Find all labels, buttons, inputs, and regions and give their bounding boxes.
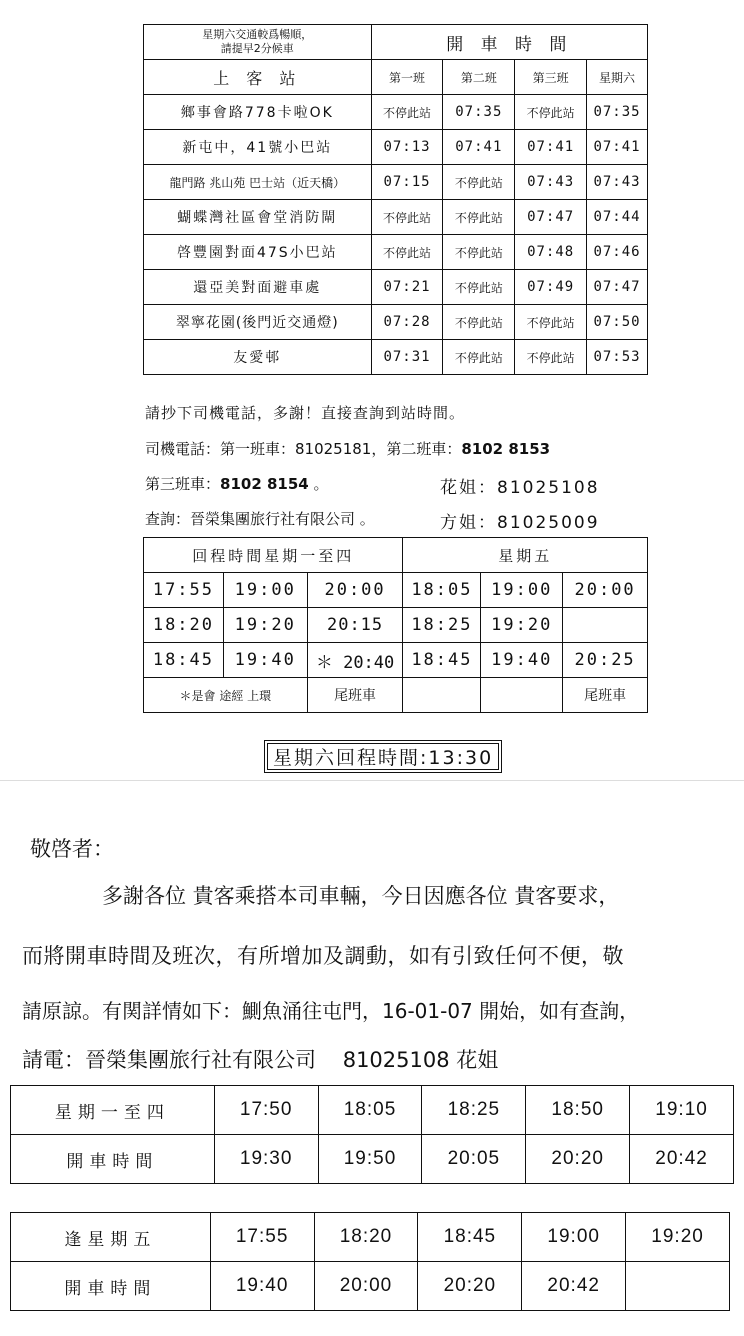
station-name: 翠寧花園(後門近交通燈) bbox=[144, 305, 372, 340]
driver-phones bbox=[145, 438, 550, 459]
col-bus-1: 第一班 bbox=[371, 60, 443, 95]
time-cell: 07:49 bbox=[515, 270, 587, 305]
table-row bbox=[144, 340, 648, 375]
col-bus-3: 第三班 bbox=[515, 60, 587, 95]
time-cell: 17:55 bbox=[210, 1213, 314, 1262]
bus3-label: 第三班車： bbox=[145, 475, 221, 493]
bus2-phone: 8102 8153 bbox=[461, 440, 551, 458]
time-cell: 18:45 bbox=[144, 643, 224, 678]
table-row bbox=[144, 643, 648, 678]
bus3-phone: 8102 8154 bbox=[220, 475, 309, 493]
driver-phones-label: 司機電話：第一班車：81025181，第二班車： bbox=[145, 440, 462, 458]
time-cell: 19:10 bbox=[630, 1086, 734, 1135]
last-bus-fri-label: 尾班車 bbox=[563, 678, 648, 713]
mon-thu-label: 星期一至四 bbox=[11, 1086, 215, 1135]
empty-cell bbox=[481, 678, 563, 713]
flower-contact bbox=[440, 473, 600, 498]
time-cell: 20:25 bbox=[563, 643, 648, 678]
time-cell: 19:50 bbox=[318, 1135, 422, 1184]
fong-phone: 81025009 bbox=[497, 513, 600, 533]
table-row bbox=[144, 678, 648, 713]
time-cell: ＊ 20:40 bbox=[307, 643, 403, 678]
morning-timetable bbox=[143, 24, 648, 375]
table-row bbox=[144, 235, 648, 270]
note-line-2: 請提早2分候車 bbox=[220, 42, 294, 55]
time-cell: 07:21 bbox=[371, 270, 443, 305]
table-row bbox=[144, 95, 648, 130]
salutation: 敬啓者： bbox=[30, 837, 114, 861]
time-cell: 07:43 bbox=[587, 165, 648, 200]
time-cell: 不停此站 bbox=[443, 200, 515, 235]
table-row bbox=[11, 1213, 730, 1262]
time-cell: 07:46 bbox=[587, 235, 648, 270]
time-cell: 19:00 bbox=[522, 1213, 626, 1262]
table-row bbox=[11, 1086, 734, 1135]
time-cell: 18:45 bbox=[418, 1213, 522, 1262]
friday-label: 逢星期五 bbox=[11, 1213, 211, 1262]
fong-contact bbox=[440, 508, 600, 533]
time-cell: 07:41 bbox=[587, 130, 648, 165]
time-cell: 07:41 bbox=[515, 130, 587, 165]
time-cell: 不停此站 bbox=[515, 95, 587, 130]
time-cell: 07:15 bbox=[371, 165, 443, 200]
time-cell: 07:53 bbox=[587, 340, 648, 375]
time-cell: 18:25 bbox=[403, 608, 481, 643]
bus3-tail: 。 bbox=[313, 475, 329, 493]
time-cell: 19:20 bbox=[626, 1213, 730, 1262]
station-name: 新屯中，41號小巴站 bbox=[144, 130, 372, 165]
table-row bbox=[144, 130, 648, 165]
time-cell: 19:40 bbox=[481, 643, 563, 678]
station-name: 蝴蝶灣社區會堂消防閘 bbox=[144, 200, 372, 235]
col-bus-2: 第二班 bbox=[443, 60, 515, 95]
time-cell: 18:05 bbox=[318, 1086, 422, 1135]
time-cell: 不停此站 bbox=[443, 340, 515, 375]
time-cell: 18:05 bbox=[403, 573, 481, 608]
table-row bbox=[144, 608, 648, 643]
time-cell: 18:45 bbox=[403, 643, 481, 678]
time-cell: 18:20 bbox=[314, 1213, 418, 1262]
time-cell: 07:50 bbox=[587, 305, 648, 340]
time-cell: 20:42 bbox=[522, 1262, 626, 1311]
time-cell: 18:50 bbox=[526, 1086, 630, 1135]
time-cell: 19:20 bbox=[223, 608, 307, 643]
departure-time-label: 開車時間 bbox=[11, 1262, 211, 1311]
time-cell: 20:15 bbox=[307, 608, 403, 643]
time-cell: 17:55 bbox=[144, 573, 224, 608]
col-saturday: 星期六 bbox=[587, 60, 648, 95]
flower-label: 花姐： bbox=[440, 478, 497, 498]
time-cell: 07:35 bbox=[443, 95, 515, 130]
return-timetable bbox=[143, 537, 648, 713]
page-divider bbox=[0, 780, 744, 781]
station-name: 友愛邨 bbox=[144, 340, 372, 375]
letter-line-2: 而將開車時間及班次，有所增加及調動，如有引致任何不便，敬 bbox=[22, 944, 624, 968]
return-fri-header: 星期五 bbox=[403, 538, 648, 573]
time-cell: 不停此站 bbox=[515, 340, 587, 375]
time-cell: 19:20 bbox=[481, 608, 563, 643]
departure-time-header: 開 車 時 間 bbox=[371, 25, 647, 60]
table-row bbox=[11, 1262, 730, 1311]
time-cell: 07:47 bbox=[587, 270, 648, 305]
time-cell: 不停此站 bbox=[371, 200, 443, 235]
time-cell: 不停此站 bbox=[371, 95, 443, 130]
station-name: 鄉事會路778卡啦OK bbox=[144, 95, 372, 130]
time-cell: 19:00 bbox=[481, 573, 563, 608]
time-cell: 20:00 bbox=[307, 573, 403, 608]
time-cell: 07:31 bbox=[371, 340, 443, 375]
table-row bbox=[144, 305, 648, 340]
time-cell: 07:35 bbox=[587, 95, 648, 130]
station-column-header: 上 客 站 bbox=[144, 60, 372, 95]
time-cell: 07:47 bbox=[515, 200, 587, 235]
time-cell: 07:43 bbox=[515, 165, 587, 200]
time-cell: 20:20 bbox=[526, 1135, 630, 1184]
time-cell: 07:41 bbox=[443, 130, 515, 165]
empty-cell bbox=[403, 678, 481, 713]
empty-cell bbox=[563, 608, 648, 643]
time-cell: 18:20 bbox=[144, 608, 224, 643]
time-cell: 07:13 bbox=[371, 130, 443, 165]
copy-phone-note: 請抄下司機電話，多謝！直接查詢到站時間。 bbox=[145, 404, 466, 422]
time-cell: 07:44 bbox=[587, 200, 648, 235]
time-cell: 20:00 bbox=[314, 1262, 418, 1311]
station-name: 還亞美對面避車處 bbox=[144, 270, 372, 305]
time-cell: 不停此站 bbox=[443, 305, 515, 340]
time-cell: 不停此站 bbox=[443, 165, 515, 200]
via-sheung-wan-note: ＊是會 途經 上環 bbox=[144, 678, 308, 713]
letter-line-4 bbox=[22, 1044, 498, 1074]
time-cell: 不停此站 bbox=[515, 305, 587, 340]
time-cell: 20:05 bbox=[422, 1135, 526, 1184]
time-cell: 19:40 bbox=[223, 643, 307, 678]
time-cell: 20:20 bbox=[418, 1262, 522, 1311]
time-cell: 17:50 bbox=[214, 1086, 318, 1135]
time-cell: 不停此站 bbox=[371, 235, 443, 270]
table-row bbox=[144, 270, 648, 305]
table-row bbox=[11, 1135, 734, 1184]
time-cell bbox=[626, 1262, 730, 1311]
table-row bbox=[144, 165, 648, 200]
bus3-phone-line bbox=[145, 473, 329, 494]
table-row bbox=[144, 573, 648, 608]
hotline: 81025108 花姐 bbox=[342, 1048, 499, 1072]
company-name: 請電：晉榮集團旅行社有限公司 bbox=[22, 1048, 316, 1072]
friday-departure-table bbox=[10, 1212, 730, 1311]
table-row bbox=[144, 200, 648, 235]
last-bus-label: 尾班車 bbox=[307, 678, 403, 713]
return-mon-thu-header: 回程時間星期一至四 bbox=[144, 538, 403, 573]
time-cell: 20:00 bbox=[563, 573, 648, 608]
mon-thu-departure-table bbox=[10, 1085, 734, 1184]
time-cell: 不停此站 bbox=[443, 270, 515, 305]
saturday-note bbox=[144, 25, 372, 60]
letter-line-1: 多謝各位 貴客乘搭本司車輛，今日因應各位 貴客要求， bbox=[102, 884, 620, 908]
enquiry-line: 查詢：晉榮集團旅行社有限公司 。 bbox=[145, 510, 375, 528]
time-cell: 不停此站 bbox=[443, 235, 515, 270]
station-name: 啓豐園對面47S小巴站 bbox=[144, 235, 372, 270]
fong-label: 方姐： bbox=[440, 513, 497, 533]
time-cell: 19:30 bbox=[214, 1135, 318, 1184]
letter-line-3: 請原諒。有関詳情如下：鰂魚涌往屯門，16-01-07 開始，如有查詢， bbox=[22, 999, 640, 1023]
time-cell: 20:42 bbox=[630, 1135, 734, 1184]
time-cell: 07:48 bbox=[515, 235, 587, 270]
flower-phone: 81025108 bbox=[497, 478, 600, 498]
note-line-1: 星期六交通較爲暢順， bbox=[202, 28, 313, 41]
time-cell: 19:00 bbox=[223, 573, 307, 608]
time-cell: 18:25 bbox=[422, 1086, 526, 1135]
station-name: 龍門路 兆山苑 巴士站（近天橋） bbox=[144, 165, 372, 200]
saturday-return-time: 星期六回程時間:13:30 bbox=[264, 740, 502, 773]
time-cell: 19:40 bbox=[210, 1262, 314, 1311]
departure-time-label: 開車時間 bbox=[11, 1135, 215, 1184]
time-cell: 07:28 bbox=[371, 305, 443, 340]
